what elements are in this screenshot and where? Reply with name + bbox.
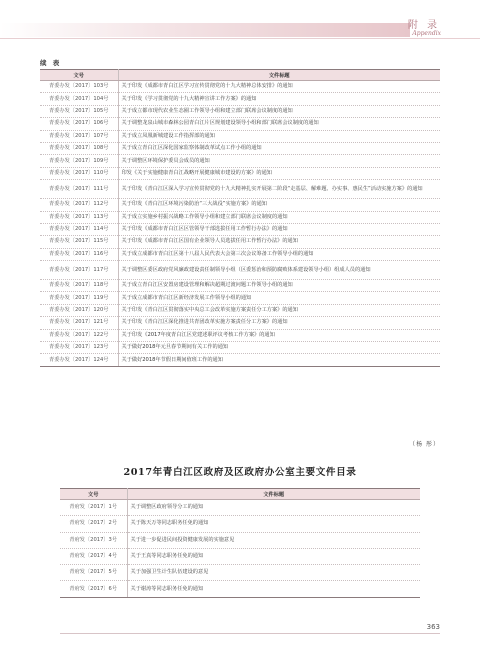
- party-office-documents-table: [40, 69, 440, 367]
- document-title: 关于调整区环境保护委员会成员的通知: [118, 155, 440, 167]
- document-title: 关于印发《青白江区贯彻落实中央总工会改革实施方案责任分工方案》的通知: [118, 304, 440, 316]
- government-documents-table: [60, 488, 420, 598]
- document-title: 关于成立成都市青白江区第十八届人民代表大会第三次会议筹备工作领导小组的通知: [118, 248, 440, 260]
- column-header-number: 文号: [40, 70, 118, 81]
- document-number: 青委办发〔2017〕111号: [40, 180, 118, 199]
- header-subtitle: Appendix: [412, 30, 441, 37]
- table-row: [60, 516, 420, 532]
- column-header-title: 文件标题: [118, 70, 440, 81]
- document-title: 关于调整龙泉山城市森林公园青白江片区规划建设领导小组和部门联席会议制度的通知: [118, 118, 440, 130]
- document-number: 青府发〔2017〕1号: [60, 500, 127, 516]
- document-number: 青委办发〔2017〕112号: [40, 199, 118, 211]
- table-header-row: [40, 70, 440, 81]
- header-rule: [0, 38, 480, 39]
- table-row: [40, 317, 440, 329]
- document-number: 青委办发〔2017〕115号: [40, 236, 118, 248]
- document-number: 青委办发〔2017〕107号: [40, 130, 118, 142]
- table-row: [40, 155, 440, 167]
- document-number: 青委办发〔2017〕110号: [40, 167, 118, 179]
- document-title: 关于做好2018年节假日期间值班工作的通知: [118, 354, 440, 366]
- column-header-number: 文号: [60, 489, 127, 500]
- document-number: 青委办发〔2017〕118号: [40, 280, 118, 292]
- document-number: 青委办发〔2017〕117号: [40, 261, 118, 280]
- document-title: 关于调整区委区政府党风廉政建设责任制领导小组（区委惩治和预防腐败体系建设领导小组）组成人员的通知: [118, 261, 440, 280]
- table-row: [40, 93, 440, 105]
- table-row: [60, 548, 420, 564]
- document-number: 青委办发〔2017〕114号: [40, 223, 118, 235]
- document-number: 青府发〔2017〕6号: [60, 581, 127, 597]
- table-row: [40, 81, 440, 93]
- document-number: 青委办发〔2017〕113号: [40, 211, 118, 223]
- document-number: 青委办发〔2017〕105号: [40, 105, 118, 117]
- document-number: 青委办发〔2017〕122号: [40, 329, 118, 341]
- document-title: 关于印发《青白江区深入学习宣传贯彻党的十九大精神扎实开展第二阶段“走基层、解难题、办实事、惠民生”活动实施方案》的通知: [118, 180, 440, 199]
- document-number: 青委办发〔2017〕109号: [40, 155, 118, 167]
- document-title: 关于陈天万等同志职务任免的通知: [127, 516, 420, 532]
- document-title: 关于调整区政府领导分工的通知: [127, 500, 420, 516]
- document-title: 关于印发《青白江区深化推进共青团改革实施方案责任分工方案》的通知: [118, 317, 440, 329]
- footer-rule: [60, 633, 440, 634]
- table-row: [40, 261, 440, 280]
- document-title: 关于王真等同志职务任免的通知: [127, 548, 420, 564]
- document-number: 青委办发〔2017〕119号: [40, 292, 118, 304]
- table-header-row: [60, 489, 420, 500]
- document-number: 青府发〔2017〕3号: [60, 532, 127, 548]
- editor-note: （杨 彤）: [409, 441, 440, 448]
- table-row: [40, 304, 440, 316]
- table-row: [40, 280, 440, 292]
- document-number: 青委办发〔2017〕106号: [40, 118, 118, 130]
- section-title: 2017年青白江区政府及区政府办公室主要文件目录: [123, 467, 357, 478]
- table-row: [60, 500, 420, 516]
- document-title: 关于做好2018年元旦春节期间有关工作的通知: [118, 342, 440, 354]
- document-number: 青委办发〔2017〕104号: [40, 93, 118, 105]
- document-title: 关于成立青白江区安置房建设管理和解决超期过渡问题工作领导小组的通知: [118, 280, 440, 292]
- table-row: [40, 329, 440, 341]
- document-number: 青委办发〔2017〕123号: [40, 342, 118, 354]
- document-title: 关于印发《学习贯彻党的十九大精神宣讲工作方案》的通知: [118, 93, 440, 105]
- document-number: 青委办发〔2017〕116号: [40, 248, 118, 260]
- table-row: [40, 199, 440, 211]
- document-title: 印发《关于实施健康青白江战略开展健康城市建设的方案》的通知: [118, 167, 440, 179]
- continued-label: 续 表: [40, 59, 62, 67]
- document-number: 青委办发〔2017〕121号: [40, 317, 118, 329]
- table-row: [40, 292, 440, 304]
- table-row: [40, 211, 440, 223]
- document-title: 关于印发《2017年度青白江区党建述职评议考核工作方案》的通知: [118, 329, 440, 341]
- table-row: [40, 142, 440, 154]
- table-row: [40, 118, 440, 130]
- table-row: [40, 167, 440, 179]
- document-number: 青委办发〔2017〕120号: [40, 304, 118, 316]
- document-number: 青委办发〔2017〕108号: [40, 142, 118, 154]
- table-row: [40, 354, 440, 366]
- header-band: [0, 23, 410, 37]
- document-title: 关于成立凤凰新城建设工作指挥部的通知: [118, 130, 440, 142]
- table-row: [60, 532, 420, 548]
- document-title: 关于成立青白江区深化国家监察体制改革试点工作小组的通知: [118, 142, 440, 154]
- table-row: [40, 248, 440, 260]
- table-row: [60, 565, 420, 581]
- document-number: 青府发〔2017〕4号: [60, 548, 127, 564]
- table-row: [40, 130, 440, 142]
- table-row: [40, 236, 440, 248]
- document-number: 青委办发〔2017〕103号: [40, 81, 118, 93]
- table-row: [40, 223, 440, 235]
- document-title: 关于加强卫生计生队伍建设的意见: [127, 565, 420, 581]
- document-title: 关于谢涛等同志职务任免的通知: [127, 581, 420, 597]
- document-title: 关于印发《成都市青白江区区管领导干部选拔任用工作暂行办法》的通知: [118, 223, 440, 235]
- document-title: 关于印发《成都市青白江区学习宣传贯彻党的十九大精神总体安排》的通知: [118, 81, 440, 93]
- table-row: [60, 581, 420, 597]
- document-number: 青委办发〔2017〕124号: [40, 354, 118, 366]
- column-header-title: 文件标题: [127, 489, 420, 500]
- document-title: 关于成立成都市青白江区新经济发展工作领导小组的通知: [118, 292, 440, 304]
- page-number: 363: [426, 623, 440, 631]
- table-row: [40, 105, 440, 117]
- document-title: 关于印发《青白江区环境污染防治“三大战役”实施方案》的通知: [118, 199, 440, 211]
- document-title: 关于印发《成都市青白江区国有企业领导人员选拔任用工作暂行办法》的通知: [118, 236, 440, 248]
- header-title: 附 录: [407, 20, 440, 31]
- document-title: 关于成立实施乡村振兴战略工作领导小组和建立部门联席会议制度的通知: [118, 211, 440, 223]
- table-row: [40, 342, 440, 354]
- document-title: 关于成立都市现代农业生态圈工作领导小组和建立部门联席会议制度的通知: [118, 105, 440, 117]
- document-number: 青府发〔2017〕5号: [60, 565, 127, 581]
- document-number: 青府发〔2017〕2号: [60, 516, 127, 532]
- document-title: 关于进一步促进民间投资健康发展的实施意见: [127, 532, 420, 548]
- table-row: [40, 180, 440, 199]
